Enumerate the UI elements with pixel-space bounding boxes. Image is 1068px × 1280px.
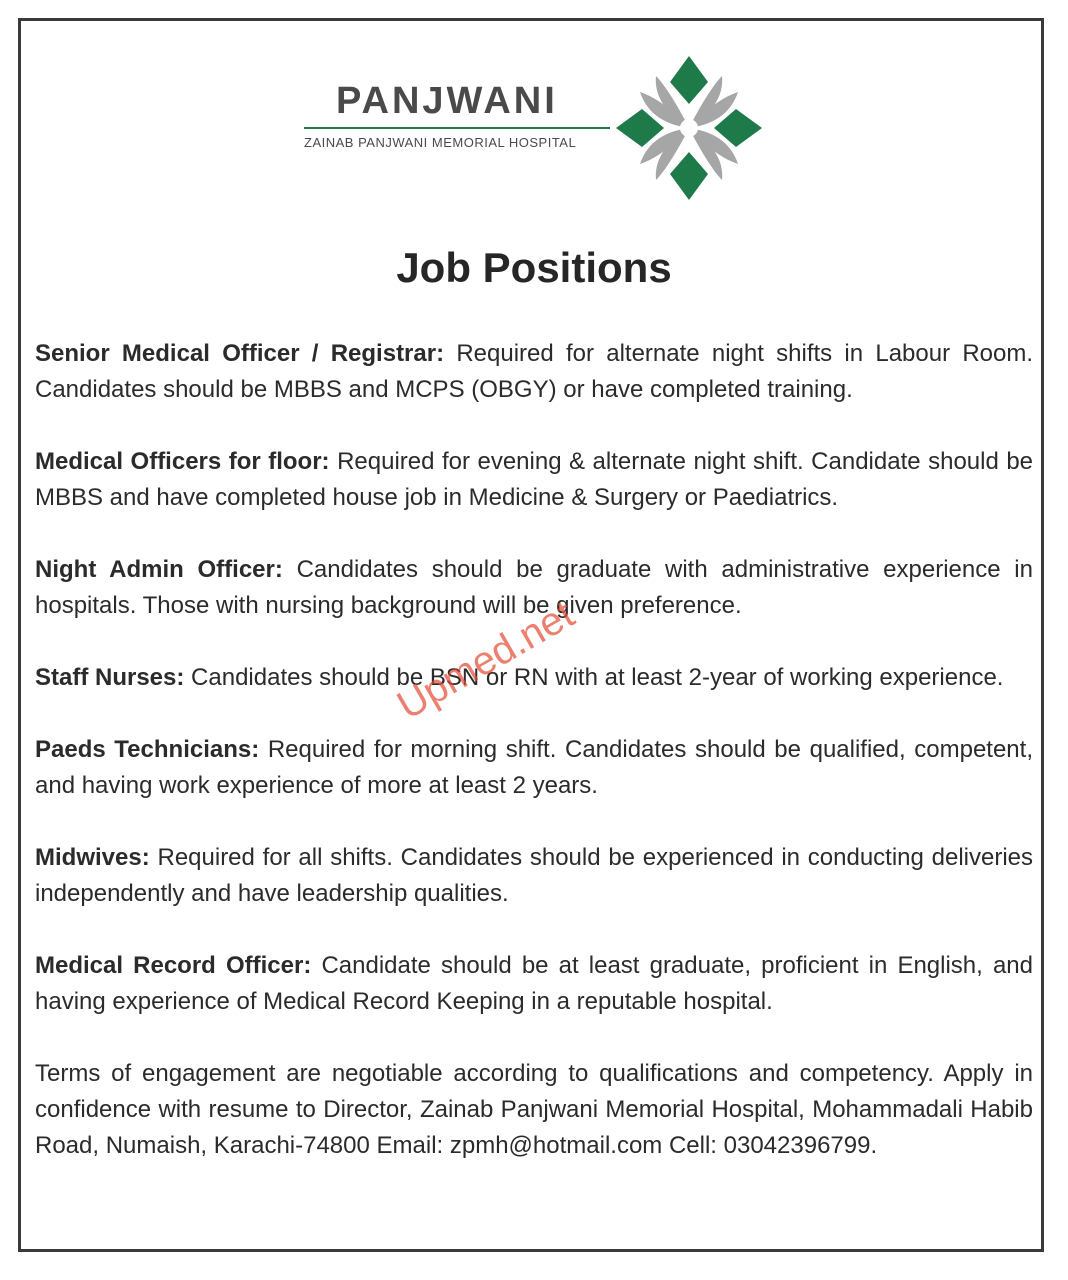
- job-item: [35, 336, 1033, 408]
- job-listings: [35, 336, 1033, 1164]
- job-title: Medical Officers for floor:: [35, 448, 330, 475]
- job-title: Medical Record Officer:: [35, 952, 312, 979]
- job-item: [35, 444, 1033, 516]
- job-description: Required for evening & alternate night shift. Candidate should be MBBS and have completed house job in Medicine & Surgery or Paediatrics.: [35, 448, 1034, 511]
- job-title: Night Admin Officer:: [35, 556, 283, 583]
- job-description: Candidates should be BSN or RN with at least 2-year of working experience.: [191, 664, 1004, 691]
- brand-subtitle: ZAINAB PANJWANI MEMORIAL HOSPITAL: [304, 135, 577, 150]
- flower-logo-icon: [614, 52, 764, 204]
- job-description: Required for alternate night shifts in Labour Room. Candidates should be MBBS and MCPS (OBGY) or have completed training.: [35, 340, 1034, 403]
- job-title: Senior Medical Officer / Registrar:: [35, 340, 445, 367]
- job-description: Candidate should be at least graduate, proficient in English, and having experience of Medical Record Keeping in a reputable hospital.: [35, 952, 1033, 1015]
- job-title: Staff Nurses:: [35, 664, 185, 691]
- terms-of-engagement: Terms of engagement are negotiable according to qualifications and competency. Apply in confidence with resume to Director, Zainab Panjwani Memorial Hospital, Mohammadali Habib Road, Numaish, Karachi-74800 Email: zpmh@hotmail.com Cell: 03042396799.: [35, 1060, 1033, 1159]
- job-description: Candidates should be graduate with administrative experience in hospitals. Those with nursing background will be given preference.: [35, 556, 1033, 619]
- job-title: Midwives:: [35, 844, 150, 871]
- job-description: Required for all shifts. Candidates should be experienced in conducting deliveries independently and have leadership qualities.: [35, 844, 1034, 907]
- job-item: [35, 660, 1033, 696]
- job-description: Required for morning shift. Candidates should be qualified, competent, and having work experience of more at least 2 years.: [35, 736, 1033, 799]
- job-item: [35, 948, 1033, 1020]
- watermark: Upmed.net: [390, 592, 582, 729]
- hospital-header: [300, 50, 780, 210]
- job-item: [35, 732, 1033, 804]
- brand-divider: [304, 127, 610, 129]
- job-title: Paeds Technicians:: [35, 736, 260, 763]
- job-item: [35, 840, 1033, 912]
- page-title: Job Positions: [396, 244, 672, 291]
- brand-name: PANJWANI: [336, 80, 558, 122]
